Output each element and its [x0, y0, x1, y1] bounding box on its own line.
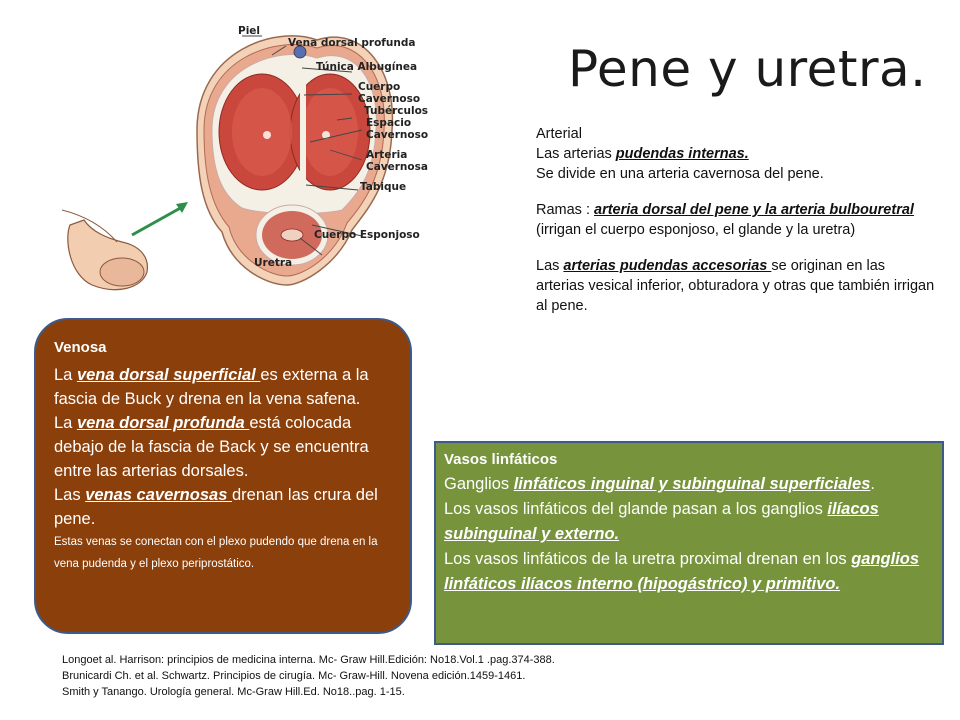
arterial-line-2: Se divide en una arteria cavernosa del pene.: [536, 166, 824, 182]
label-tabique: Tabique: [360, 181, 407, 193]
vasos-heading: Vasos linfáticos: [444, 451, 558, 468]
venosa-para-4: Estas venas se conectan con el plexo pudendo que drena en la vena pudenda y el plexo periprostático.: [54, 536, 378, 570]
arterial-ramas: Ramas : arteria dorsal del pene y la arteria bulbouretral (irrigan el cuerpo esponjoso, el glande y la uretra): [536, 202, 914, 238]
label-cavernoso-2: Cavernoso: [366, 129, 429, 141]
arterial-line-1: Las arterias pudendas internas.: [536, 146, 749, 162]
label-esponjoso: Cuerpo Esponjoso: [314, 229, 420, 241]
reference-item: Smith y Tanango. Urología general. Mc-Graw Hill.Ed. No18..pag. 1-15.: [62, 686, 405, 698]
vasos-para-1: Ganglios linfáticos inguinal y subinguinal superficiales.: [444, 475, 875, 493]
references: [62, 652, 762, 700]
reference-item: Longoet al. Harrison: principios de medicina interna. Mc- Graw Hill.Edición: No18.Vol.1 .pag.374-388.: [62, 654, 555, 666]
venosa-para-2: La vena dorsal profunda está colocada debajo de la fascia de Back y se encuentra entre las arterias dorsales.: [54, 414, 369, 480]
label-vena-dorsal: Vena dorsal profunda: [288, 37, 416, 49]
arterial-heading: Arterial: [536, 126, 582, 142]
label-arteria: Arteria: [366, 149, 408, 161]
vasos-para-2: Los vasos linfáticos del glande pasan a los ganglios ilíacos subinguinal y externo.: [444, 500, 879, 543]
vasos-para-3: Los vasos linfáticos de la uretra proximal drenan en los ganglios linfáticos ilíacos interno (hipogástrico) y primitivo.: [444, 550, 920, 593]
arterial-section: [536, 124, 936, 316]
slide-title: Pene y uretra.: [568, 40, 927, 98]
venosa-box: [34, 318, 412, 634]
label-cavernoso-1: Cavernoso: [358, 93, 421, 105]
label-cavernosa: Cavernosa: [366, 161, 428, 173]
label-espacio: Espacio: [366, 117, 412, 129]
reference-item: Brunicardi Ch. et al. Schwartz. Principios de cirugía. Mc- Graw-Hill. Novena edición.1459-1461.: [62, 670, 526, 682]
penis-side-view-drawing: [62, 210, 147, 290]
penis-cross-section-illustration: [62, 10, 462, 310]
label-tunica: Túnica Albugínea: [316, 61, 418, 73]
label-uretra: Uretra: [254, 257, 293, 269]
label-cuerpo: Cuerpo: [358, 81, 401, 93]
label-piel: Piel: [238, 25, 261, 37]
label-tuberculos: Tubérculos: [364, 105, 429, 117]
venosa-para-1: La vena dorsal superficial es externa a la fascia de Buck y drena en la vena safena.: [54, 366, 369, 408]
venosa-heading: Venosa: [54, 339, 107, 356]
vasos-linfaticos-box: [434, 441, 944, 645]
arterial-accesorias: Las arterias pudendas accesorias se originan en las arterias vesical inferior, obturadora y otras que también irrigan al pene.: [536, 258, 935, 314]
venosa-para-3: Las venas cavernosas drenan las crura del pene.: [54, 486, 378, 528]
